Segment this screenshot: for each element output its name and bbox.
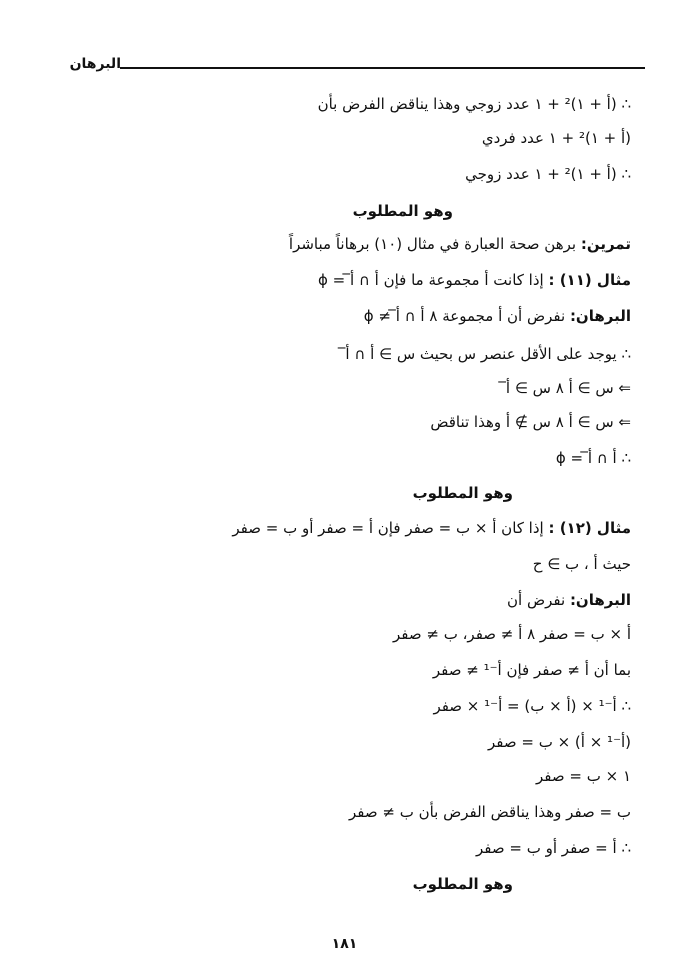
proof-line (488, 728, 631, 756)
line-text: ∴ أ ∩ أ̅ = ϕ (555, 449, 631, 467)
proof-line (364, 302, 631, 330)
line-text: أ × ب = صفر ٨ أ ≠ صفر، ب ≠ صفر (392, 625, 631, 643)
line-text: ∴ (أ + ١)² + ١ عدد زوجي وهذا يناقض الفرض بأن (317, 95, 631, 113)
line-text: ∴ أ⁻¹ × (أ × ب) = أ⁻¹ × صفر (433, 697, 631, 715)
proof-line (349, 798, 631, 826)
proof-line (476, 834, 631, 862)
line-text: ⇐ س ∋ أ ٨ س ∋ أ̅ (505, 379, 631, 397)
line-prefix: البرهان: (569, 307, 631, 325)
line-text: نفرض أن أ مجموعة ٨ أ ∩ أ̅ ≠ ϕ (363, 307, 570, 325)
line-text: وهو المطلوب (412, 875, 513, 893)
line-text: وهو المطلوب (412, 484, 513, 502)
line-text: ∴ أ = صفر أو ب = صفر (476, 839, 631, 857)
proof-line (507, 586, 631, 614)
proof-line (433, 692, 631, 720)
line-text: برهن صحة العبارة في مثال (١٠) برهاناً مباشراً (288, 235, 581, 253)
line-text: ⇐ س ∋ أ ٨ س ∌ أ وهذا تناقض (430, 413, 631, 431)
line-text: إذا كانت أ مجموعة ما فإن أ ∩ أ̅ = ϕ (317, 271, 549, 289)
line-prefix: تمرين: (580, 235, 631, 253)
line-text: (أ + ١)² + ١ عدد فردي (481, 129, 631, 147)
proof-line (533, 550, 631, 578)
line-text: إذا كان أ × ب = صفر فإن أ = صفر أو ب = صفر (232, 519, 549, 537)
page-number: ١٨١ (331, 936, 358, 952)
proof-line (506, 374, 631, 402)
example-line (232, 514, 631, 542)
line-text: ∴ يوجد على الأقل عنصر س بحيث س ∋ أ ∩ أ̅ (345, 345, 631, 363)
line-text: نفرض أن (507, 591, 570, 609)
line-text: حيث أ ، ب ∋ ح (532, 555, 631, 573)
line-prefix: البرهان: (569, 591, 631, 609)
line-text: ب = صفر وهذا يناقض الفرض بأن ب ≠ صفر (348, 803, 631, 821)
proof-line (393, 620, 631, 648)
header-title: البرهان (69, 56, 121, 72)
line-text: بما أن أ ≠ صفر فإن أ⁻¹ ≠ صفر (432, 661, 631, 679)
exercise-line (289, 230, 631, 258)
proof-line (318, 90, 631, 118)
proof-line (482, 124, 631, 152)
line-text: وهو المطلوب (352, 202, 453, 220)
conclusion-line (413, 479, 513, 507)
conclusion-line (413, 870, 513, 898)
line-text: ١ × ب = صفر (536, 767, 631, 785)
example-line (318, 266, 631, 294)
proof-line (433, 656, 631, 684)
conclusion-line (353, 197, 453, 225)
proof-line (556, 444, 631, 472)
proof-line (345, 340, 631, 368)
line-text: ∴ (أ + ١)² + ١ عدد زوجي (465, 165, 631, 183)
line-text: (أ⁻¹ × أ) × ب = صفر (487, 733, 631, 751)
proof-line (465, 160, 631, 188)
line-prefix: مثال (١١) : (548, 271, 631, 289)
line-prefix: مثال (١٢) : (548, 519, 631, 537)
proof-line (430, 408, 631, 436)
proof-line (536, 762, 631, 790)
